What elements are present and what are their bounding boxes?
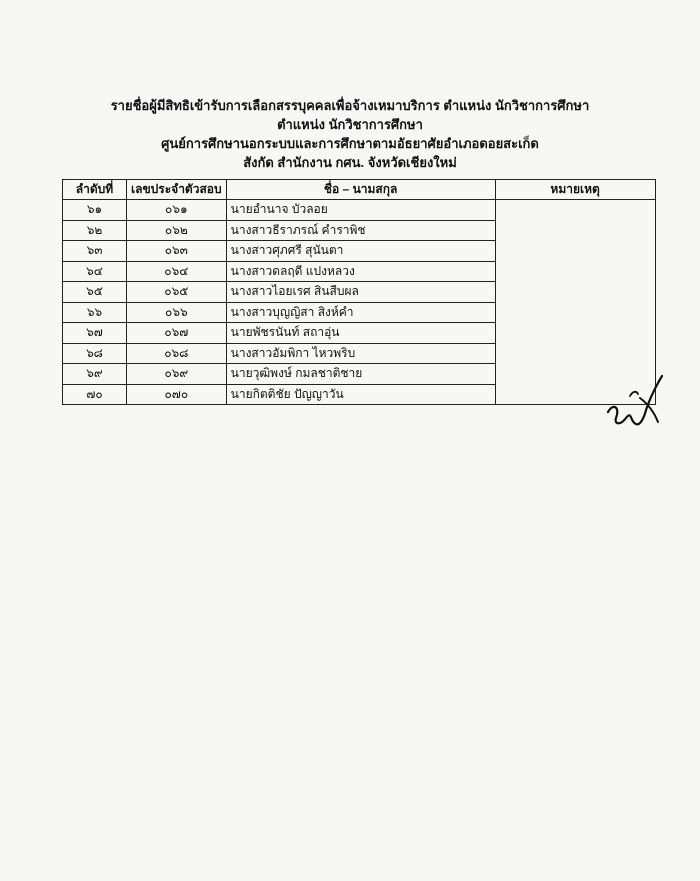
candidate-table [62, 179, 656, 405]
cell-name: นางสาวดลฤดี แปงหลวง [226, 261, 495, 282]
cell-name: นางสาวไอยเรศ สินสืบผล [226, 282, 495, 303]
cell-exam-id: ๐๖๔ [127, 261, 227, 282]
heading-line-4: สังกัด สำนักงาน กศน. จังหวัดเชียงใหม่ [243, 155, 457, 170]
cell-exam-id: ๐๖๖ [127, 302, 227, 323]
header-exam-id: เลขประจำตัวสอบ [127, 180, 227, 200]
cell-no: ๖๙ [63, 364, 127, 385]
cell-no: ๖๕ [63, 282, 127, 303]
cell-no: ๖๖ [63, 302, 127, 323]
cell-no: ๖๘ [63, 343, 127, 364]
document-heading [0, 96, 700, 172]
cell-name: นางสาวศุภศรี สุนันตา [226, 241, 495, 262]
cell-no: ๖๒ [63, 220, 127, 241]
cell-name: นายพัชรนันท์ สถาอุ่น [226, 323, 495, 344]
table-header-row [63, 180, 656, 200]
cell-name: นายวุฒิพงษ์ กมลชาติชาย [226, 364, 495, 385]
cell-exam-id: ๐๖๙ [127, 364, 227, 385]
cell-exam-id: ๐๖๒ [127, 220, 227, 241]
table-row [63, 200, 656, 221]
header-note: หมายเหตุ [495, 180, 655, 200]
handwritten-signature [600, 368, 672, 436]
cell-name: นางสาวธีราภรณ์ คำราพิช [226, 220, 495, 241]
cell-no: ๖๑ [63, 200, 127, 221]
cell-no: ๗๐ [63, 384, 127, 405]
heading-line-1: รายชื่อผู้มีสิทธิเข้ารับการเลือกสรรบุคคลเพื่อจ้างเหมาบริการ ตำแหน่ง นักวิชาการศึกษา [110, 98, 590, 113]
cell-exam-id: ๐๖๑ [127, 200, 227, 221]
heading-line-3: ศูนย์การศึกษานอกระบบและการศึกษาตามอัธยาศัยอำเภอดอยสะเก็ด [161, 136, 539, 151]
cell-exam-id: ๐๖๕ [127, 282, 227, 303]
cell-exam-id: ๐๗๐ [127, 384, 227, 405]
cell-no: ๖๓ [63, 241, 127, 262]
cell-exam-id: ๐๖๗ [127, 323, 227, 344]
cell-name: นายกิตติชัย ปัญญาวัน [226, 384, 495, 405]
cell-no: ๖๔ [63, 261, 127, 282]
header-name: ชื่อ – นามสกุล [226, 180, 495, 200]
cell-exam-id: ๐๖๘ [127, 343, 227, 364]
header-no: ลำดับที่ [63, 180, 127, 200]
heading-line-2: ตำแหน่ง นักวิชาการศึกษา [277, 117, 423, 132]
cell-name: นายอำนาจ บัวลอย [226, 200, 495, 221]
cell-no: ๖๗ [63, 323, 127, 344]
cell-name: นางสาวบุญญิสา สิงห์คำ [226, 302, 495, 323]
cell-name: นางสาวอัมพิกา ไหวพริบ [226, 343, 495, 364]
cell-exam-id: ๐๖๓ [127, 241, 227, 262]
